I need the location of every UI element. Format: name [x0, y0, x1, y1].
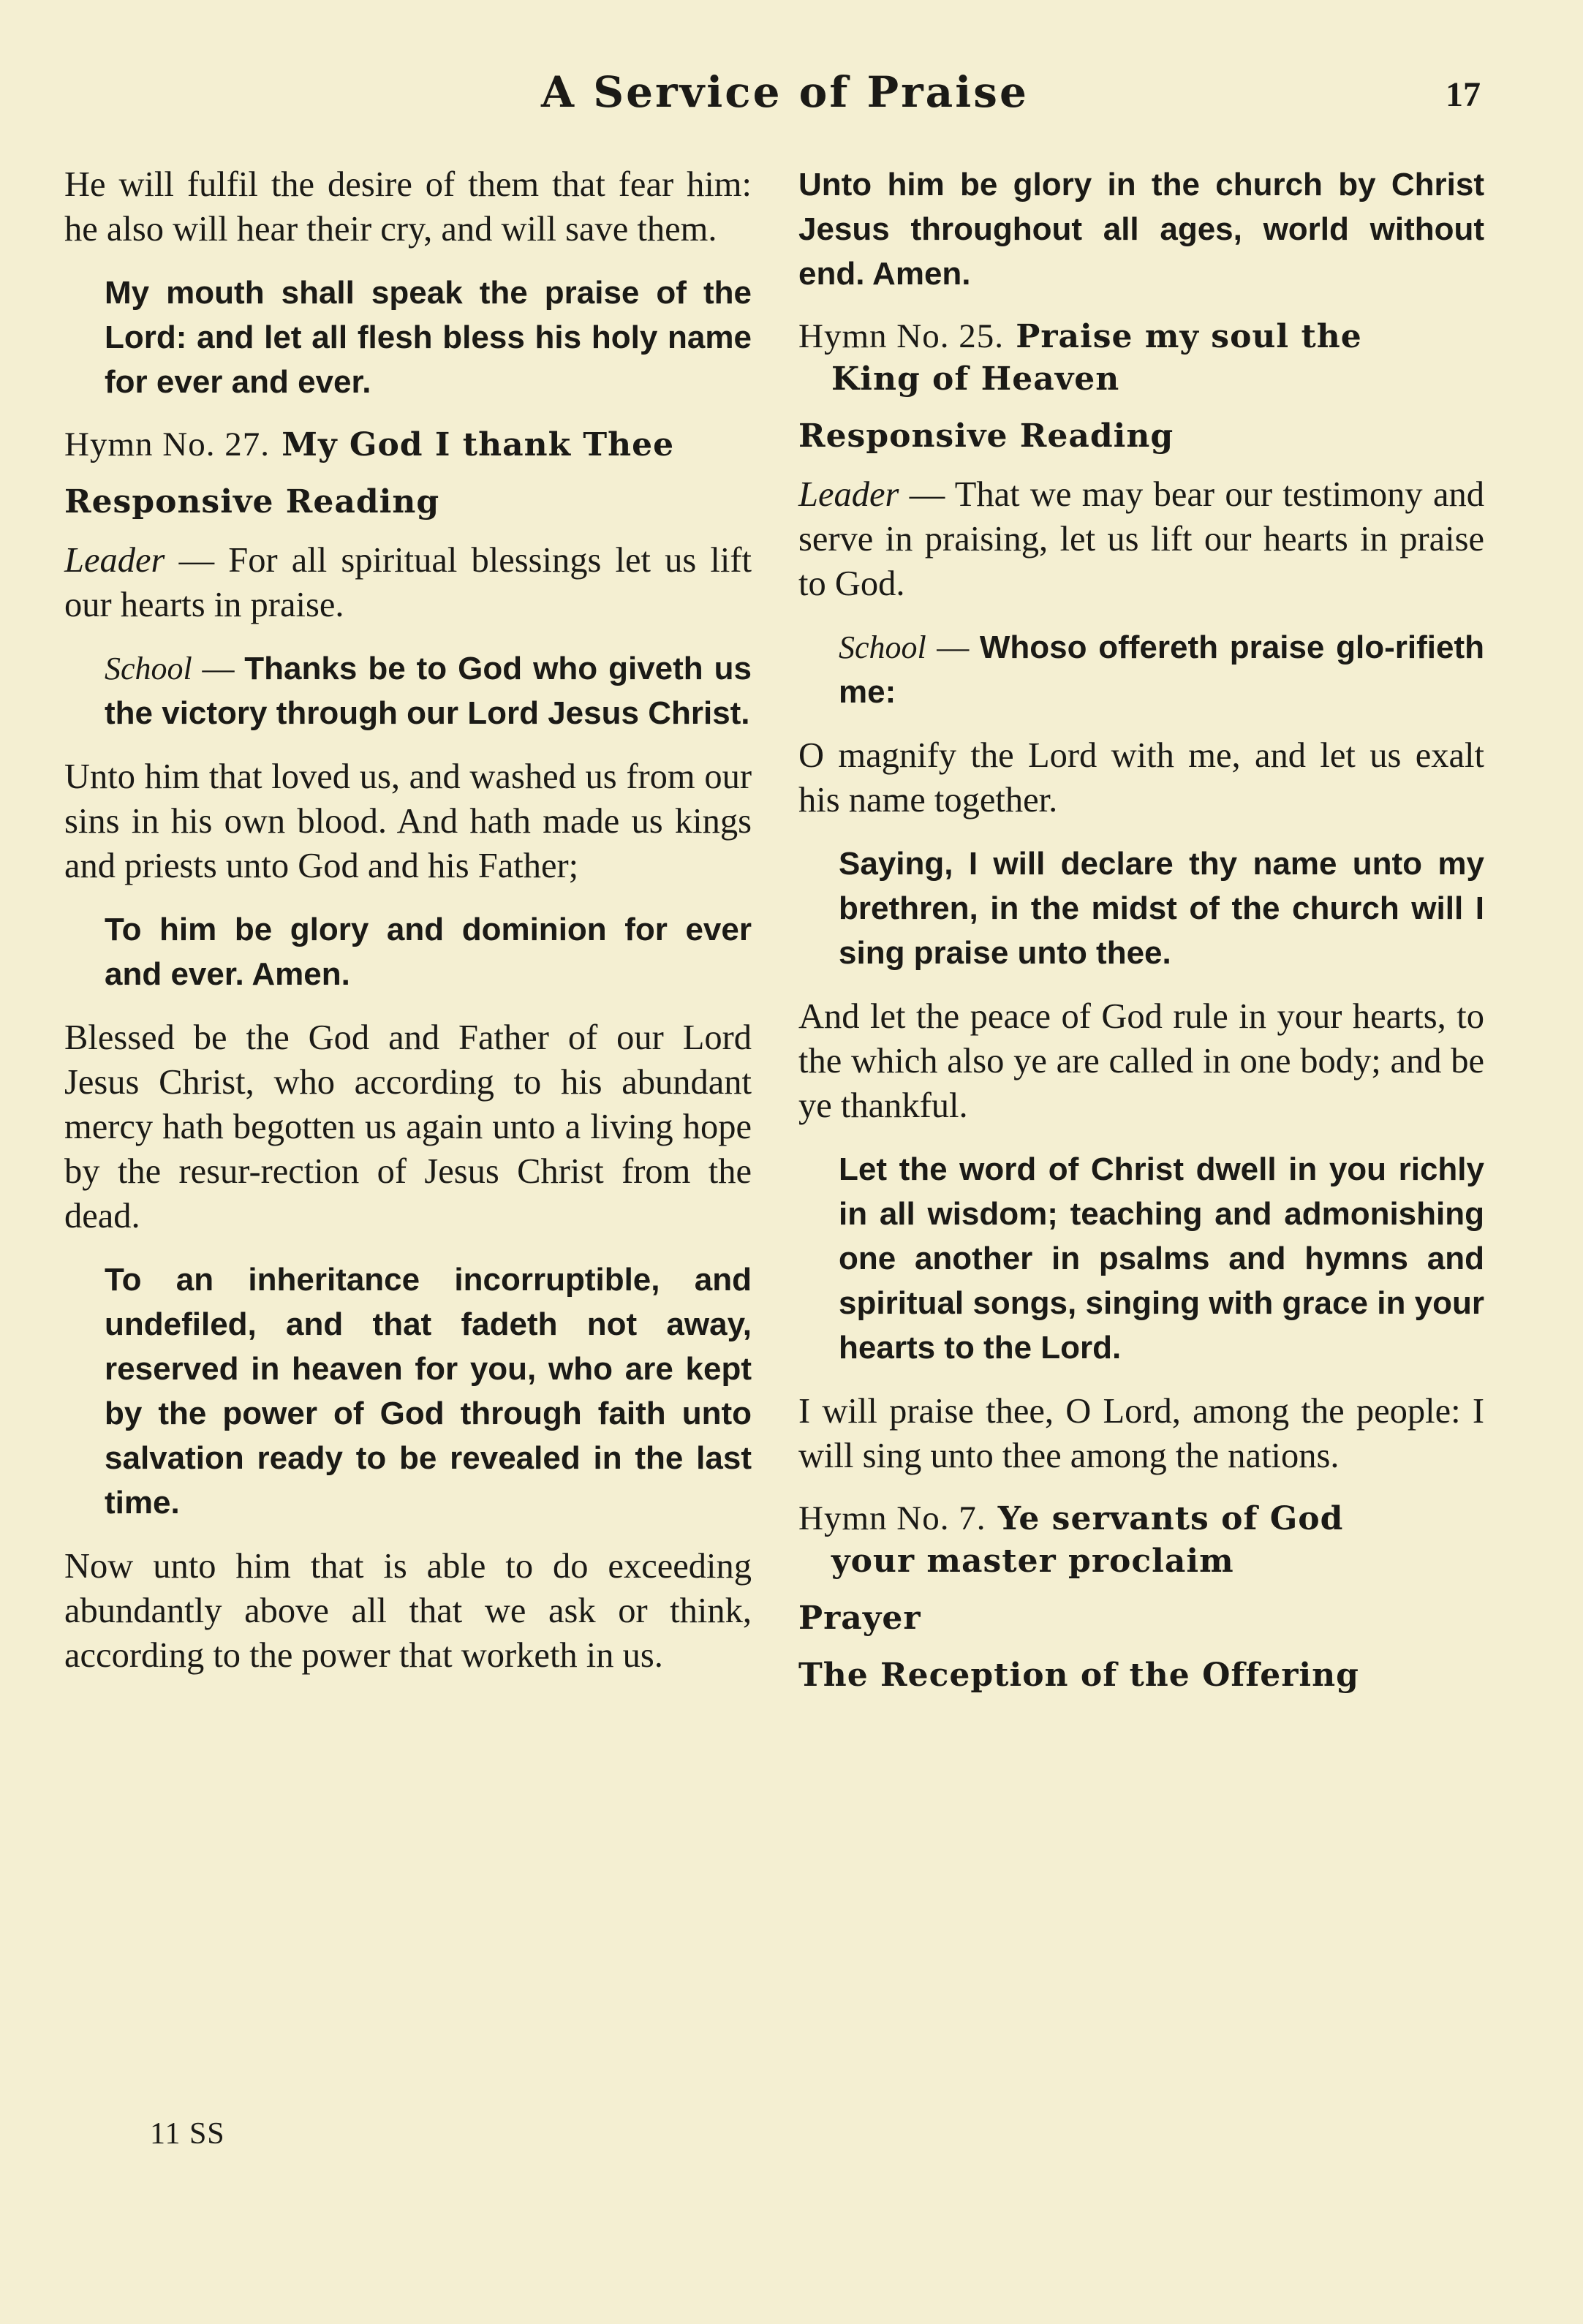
speaker-dash: — [192, 651, 245, 686]
speaker-dash: — [899, 475, 955, 514]
hymn-number: Hymn No. 25. [798, 317, 1004, 355]
responsive-reading-heading: Responsive Reading [798, 417, 1174, 455]
school-line [798, 625, 1484, 714]
leader-paragraph: O magnify the Lord with me, and let us exalt his name together. [798, 736, 1484, 820]
hymn-number: Hymn No. 27. [64, 425, 270, 463]
prayer-heading: Prayer [798, 1600, 921, 1637]
left-column [64, 162, 752, 1697]
response-paragraph: Unto him be glory in the church by Christ Jesus throughout all ages, world without end. Amen. [798, 167, 1484, 292]
school-line [64, 646, 752, 735]
leader-paragraph: He will fulfil the desire of them that fear him: he also will hear their cry, and will save them. [64, 165, 752, 249]
speaker-dash: — [926, 629, 980, 665]
page-number: 17 [1446, 75, 1481, 114]
response-paragraph: To an inheritance incorruptible, and undefiled, and that fadeth not away, reserved in heaven for you, who are kept by the power of God through faith unto salvation ready to be revealed in the last time. [105, 1262, 752, 1521]
speaker-school: School [839, 629, 926, 665]
leader-line [64, 538, 752, 627]
right-column [798, 162, 1484, 1711]
hymn-title: My God I thank Thee [282, 426, 675, 463]
leader-paragraph: And let the peace of God rule in your hearts, to the which also ye are called in one body; and be ye thankful. [798, 997, 1484, 1125]
hymn-title-continued: King of Heaven [831, 360, 1120, 398]
leader-paragraph: Blessed be the God and Father of our Lord Jesus Christ, who according to his abundant mercy hath begotten us again unto a living hope by the resur-rection of Jesus Christ from the dead. [64, 1018, 752, 1235]
signature-mark: 11 SS [150, 2117, 225, 2151]
leader-paragraph: I will praise thee, O Lord, among the people: I will sing unto thee among the nations. [798, 1392, 1484, 1475]
hymn-title-continued: your master proclaim [831, 1543, 1234, 1580]
speaker-leader: Leader [64, 541, 165, 580]
responsive-reading-heading: Responsive Reading [64, 483, 440, 521]
leader-paragraph: Now unto him that is able to do exceeding abundantly above all that we ask or think, according to the power that worketh in us. [64, 1547, 752, 1675]
speaker-leader: Leader [798, 475, 899, 514]
hymn-number: Hymn No. 7. [798, 1499, 986, 1537]
hymn-heading [64, 423, 752, 466]
hymn-heading [798, 1497, 1484, 1583]
leader-line [798, 472, 1484, 606]
hymn-title: Ye servants of God [997, 1500, 1344, 1537]
offering-heading: The Reception of the Offering [798, 1657, 1359, 1694]
running-title: A Service of Praise [541, 67, 1029, 117]
page-header [0, 67, 1583, 126]
response-paragraph: To him be glory and dominion for ever and ever. Amen. [105, 912, 752, 992]
response-paragraph: Let the word of Christ dwell in you richly in all wisdom; teaching and admonishing one another in psalms and hymns and spiritual songs, singing with grace in your hearts to the Lord. [839, 1151, 1484, 1366]
hymn-title: Praise my soul the [1016, 318, 1362, 355]
leader-paragraph: Unto him that loved us, and washed us from our sins in his own blood. And hath made us kings and priests unto God and his Father; [64, 757, 752, 885]
response-paragraph: My mouth shall speak the praise of the Lord: and let all flesh bless his holy name for ever and ever. [105, 275, 752, 400]
speaker-dash: — [165, 541, 229, 580]
leader-text: For all spiritual blessings let us lift our hearts in praise. [64, 541, 752, 624]
leader-text: That we may bear our testimony and serve in praising, let us lift our hearts in praise to God. [798, 475, 1484, 603]
school-text: Thanks be to God who giveth us the victory through our Lord Jesus Christ. [105, 651, 752, 731]
school-text: Whoso offereth praise glo-rifieth me: [839, 629, 1484, 710]
speaker-school: School [105, 651, 192, 686]
hymn-heading [798, 315, 1484, 401]
response-paragraph: Saying, I will declare thy name unto my brethren, in the midst of the church will I sing praise unto thee. [839, 846, 1484, 971]
